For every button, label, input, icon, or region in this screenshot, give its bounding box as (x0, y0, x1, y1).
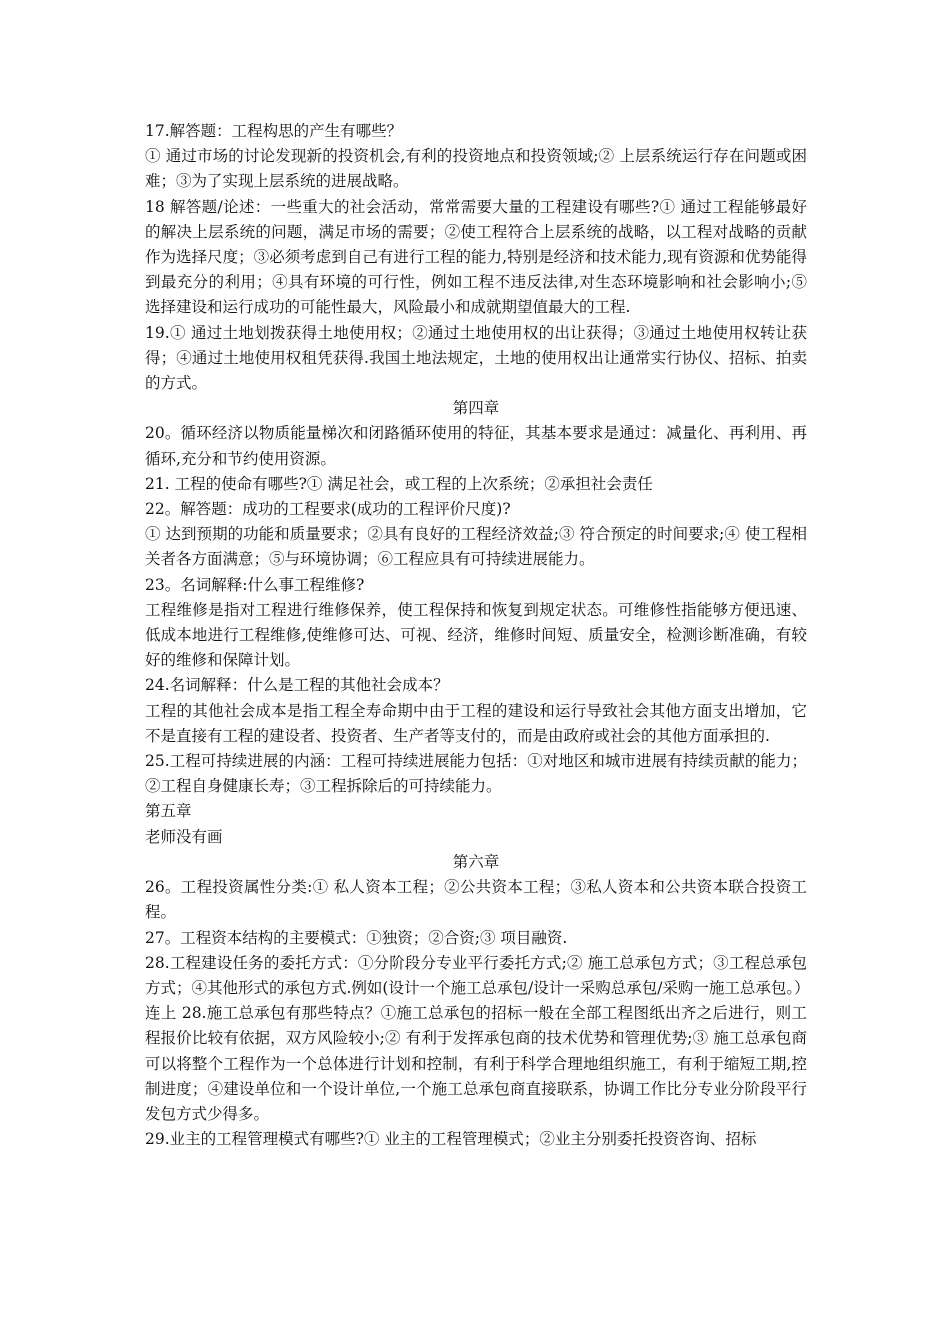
paragraph: 工程维修是指对工程进行维修保养，使工程保持和恢复到规定状态。可维修性指能够方便迅速、低成本地进行工程维修,使维修可达、可视、经济，维修时间短、质量安全，检测诊断准确，有较好的维修和保障计划。 (145, 600, 807, 670)
chapter-heading: 第六章 (452, 852, 500, 871)
paragraph: ① 通过市场的讨论发现新的投资机会,有利的投资地点和投资领域;② 上层系统运行存在问题或困难；③为了实现上层系统的进展战略。 (145, 147, 807, 191)
paragraph: 28.工程建设任务的委托方式：①分阶段分专业平行委托方式;② 施工总承包方式；③工程总承包方式；④其他形式的承包方式.例如(设计一个施工总承包/设计一采购总承包/采购一施工总承包。） (145, 953, 810, 997)
paragraph: 22。解答题：成功的工程要求(成功的工程评价尺度)? (145, 500, 511, 519)
paragraph: 20。循环经济以物质能量梯次和闭路循环使用的特征，其基本要求是通过：减量化、再利用、再循环,充分和节约使用资源。 (145, 424, 807, 468)
paragraph: 25.工程可持续进展的内涵：工程可持续进展能力包括：①对地区和城市进展有持续贡献的能力；②工程自身健康长寿；③工程拆除后的可持续能力。 (145, 752, 807, 796)
paragraph: 18 解答题/论述：一些重大的社会活动，常常需要大量的工程建设有哪些?① 通过工程能够最好的解决上层系统的问题，满足市场的需要；②使工程符合上层系统的战略，以工程对战略的贡献作为选择尺度；③必须考虑到自己有进行工程的能力,特别是经济和技术能力,现有资源和优势能得到最充分的利用；④具有环境的可行性，例如工程不违反法律,对生态环境影响和社会影响小;⑤ 选择建设和运行成功的可能性最大，风险最小和成就期望值最大的工程. (145, 197, 807, 317)
chapter-heading: 第四章 (452, 399, 500, 418)
paragraph: 27。工程资本结构的主要模式：①独资；②合资;③ 项目融资. (145, 928, 568, 947)
paragraph: 23。名词解释:什么事工程维修? (145, 575, 365, 594)
document-body (145, 119, 810, 1152)
paragraph: 17.解答题：工程构思的产生有哪些？ (145, 122, 403, 140)
paragraph: 19.① 通过土地划拨获得土地使用权；②通过土地使用权的出让获得；③通过土地使用权转让获得；④通过土地使用权租凭获得.我国土地法规定，土地的使用权出让通常实行协仪、招标、拍卖的方式。 (145, 323, 807, 393)
paragraph: 24.名词解释：什么是工程的其他社会成本？ (145, 676, 449, 695)
paragraph: 工程的其他社会成本是指工程全寿命期中由于工程的建设和运行导致社会其他方面支出增加，它不是直接有工程的建设者、投资者、生产者等支付的，而是由政府或社会的其他方面承担的. (145, 701, 807, 745)
paragraph: 老师没有画 (145, 827, 223, 846)
paragraph: 26。工程投资属性分类:① 私人资本工程；②公共资本工程；③私人资本和公共资本联合投资工程。 (145, 878, 807, 922)
paragraph: 21. 工程的使命有哪些?① 满足社会，或工程的上次系统；②承担社会责任 (145, 474, 653, 493)
paragraph: 连上 28.施工总承包有那些特点？①施工总承包的招标一般在全部工程图纸出齐之后进行，则工程报价比较有依据，双方风险较小;② 有利于发挥承包商的技术优势和管理优势;③ 施工总承包商可以将整个工程作为一个总体进行计划和控制，有利于科学合理地组织施工，有利于缩短工期,控制进度；④建设单位和一个设计单位,一个施工总承包商直接联系，协调工作比分专业分阶段平行发包方式少得多。 (145, 1004, 807, 1123)
paragraph: 第五章 (145, 802, 192, 821)
paragraph: 29.业主的工程管理模式有哪些?① 业主的工程管理模式；②业主分别委托投资咨询、招标 (145, 1130, 757, 1149)
paragraph: ① 达到预期的功能和质量要求；②具有良好的工程经济效益;③ 符合预定的时间要求;④ 使工程相关者各方面满意；⑤与环境协调；⑥工程应具有可持续进展能力。 (145, 525, 807, 569)
